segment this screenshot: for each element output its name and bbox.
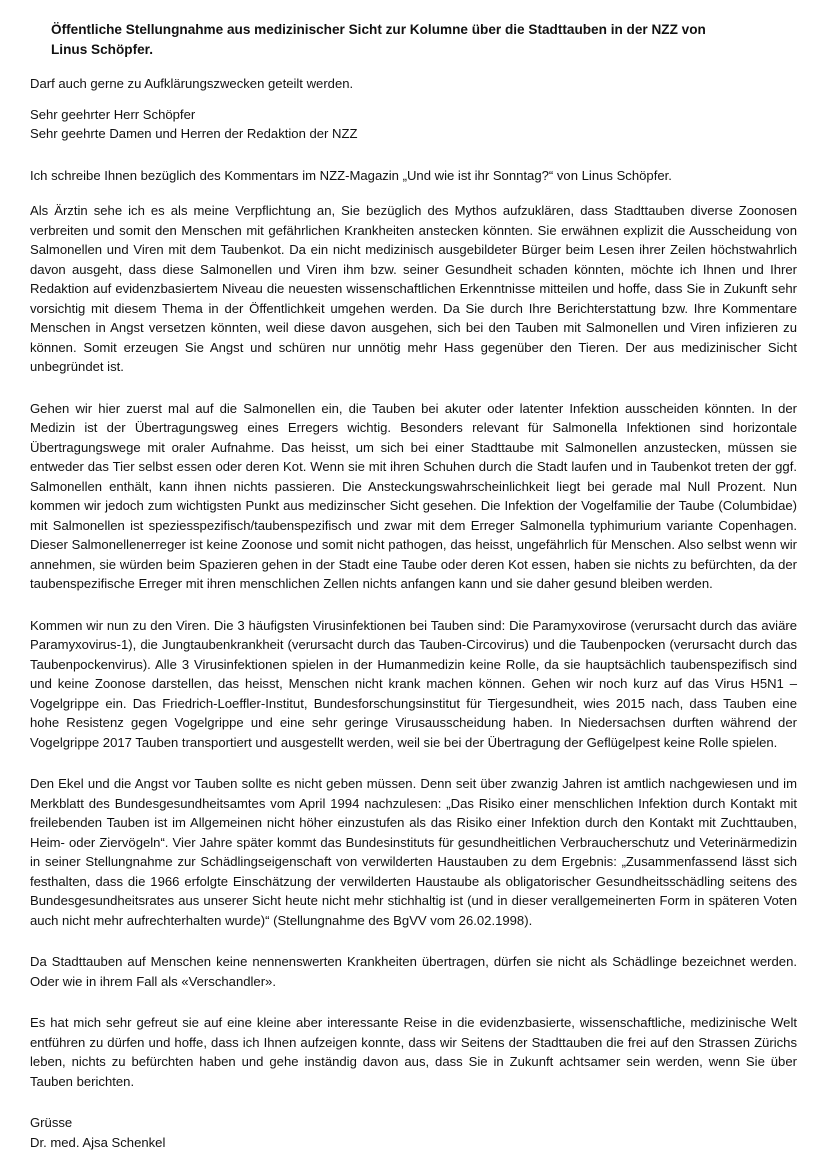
share-note: Darf auch gerne zu Aufklärungszwecken geteilt werden. xyxy=(30,76,354,91)
closing-greeting: Grüsse xyxy=(30,1115,73,1130)
paragraph-3: Kommen wir nun zu den Viren. Die 3 häufigsten Virusinfektionen bei Tauben sind: Die Paramyxovirose (verursacht durch das aviäre Paramyxovirus-1), die Jungtaubenkrankheit (verursacht durch das Tauben-Circovirus) und die Taubenpocken (verursacht durch das Taubenpockenvirus). Alle 3 Virusinfektionen spielen in der Humanmedizin keine Rolle, da sie hauptsächlich taubenspezifisch sind und keine Zoonose darstellen, das heisst, Menschen nicht krank machen können. Gehen wir noch kurz auf das Virus H5N1 – Vogelgrippe ein. Das Friedrich-Loeffler-Institut, Bundesforschungsinstitut für Tiergesundheit, wies 2015 nach, dass Tauben eine hohe Resistenz gegen Vogelgrippe und eine sehr geringe Virusausscheidung haben. In Niedersachsen durften während der Vogelgrippe 2017 Tauben transportiert und ausgestellt werden, weil sie bei der Übertragung der Geflügelpest keine Rolle spielen. xyxy=(30,617,797,750)
paragraph-1: Als Ärztin sehe ich es als meine Verpflichtung an, Sie bezüglich des Mythos aufzuklären, dass Stadttauben diverse Zoonosen verbreiten und somit den Menschen mit gefährlichen Krankheiten anstecken könnten. Sie erwähnen explizit die Ausscheidung von Salmonellen und Viren mit dem Taubenkot. Da ein nicht medizinisch ausgebildeter Bürger beim Lesen ihrer Zeilen höchstwahrlich davon ausgeht, dass diese Salmonellen und Viren ihm bzw. seiner Gesundheit schaden könnten, möchte ich Ihnen und Ihrer Redaktion auf evidenzbasiertem Niveau die neuesten wissenschaftlichen Erkenntnisse mitteilen und hoffe, dass Sie in Zukunft sehr vorsichtig mit diesem Thema in der Öffentlichkeit umgehen werden. Da Sie durch Ihre Berichterstattung bzw. Ihre Kommentare Menschen in Angst versetzen könnten, weil diese davon ausgehen, sich bei den Tauben mit Salmonellen und Viren infizieren zu können. Somit erzeugen Sie Angst und schüren nur unnötig mehr Hass gegenüber den Tieren. Der aus medizinischer Sicht unbegründet ist. xyxy=(30,203,797,374)
document-title: Öffentliche Stellungnahme aus medizinischer Sicht zur Kolumne über die Stadttauben in der NZZ von Linus Schöpfer. xyxy=(51,22,706,57)
paragraph-5: Da Stadttauben auf Menschen keine nennenswerten Krankheiten übertragen, dürfen sie nicht als Schädlinge bezeichnet werden. Oder wie in ihrem Fall als «Verschandler». xyxy=(30,954,797,989)
intro-paragraph: Ich schreibe Ihnen bezüglich des Kommentars im NZZ-Magazin „Und wie ist ihr Sonntag?“ von Linus Schöpfer. xyxy=(30,167,672,183)
paragraph-2: Gehen wir hier zuerst mal auf die Salmonellen ein, die Tauben bei akuter oder latenter Infektion ausscheiden könnten. In der Medizin ist der Übertragungsweg eines Erregers wichtig. Besonders relevant für Salmonella Infektionen sind horizontale Übertragungswege mit oraler Aufnahme. Das heisst, um sich bei einer Stadttaube mit Salmonellen anzustecken, müssen sie entweder das Tier selbst essen oder deren Kot. Wenn sie mit ihren Schuhen durch die Stadt laufen und in Taubenkot treten der ggf. Salmonellen enthält, kann ihnen nichts passieren. Die Ansteckungswahrscheinlichkeit liegt bei gerade mal Null Prozent. Nun kommen wir jedoch zum wichtigsten Punkt aus medizinscher Sicht gesehen. Die Infektion der Vogelfamilie der Taube (Columbidae) mit Salmonellen ist speziesspezifisch/taubenspezifisch und zwar mit dem Erreger Salmonella typhimurium variante Copenhagen. Dieser Salmonellenerreger ist keine Zoonose und somit nicht pathogen, das heisst, ungefährlich für Menschen. Also selbst wenn wir annehmen, sie würden beim Spazieren gehen in der Stadt eine Taube oder deren Kot essen, haben sie nichts zu befürchten, da der taubenspezifische Erreger mit ihren menschlichen Zellen nichts anfangen kann und sie daher gesund bleiben werden. xyxy=(30,400,797,591)
signature: Dr. med. Ajsa Schenkel xyxy=(30,1134,166,1150)
salutation-line-2: Sehr geehrte Damen und Herren der Redaktion der NZZ xyxy=(30,126,358,141)
salutation-line-1: Sehr geehrter Herr Schöpfer xyxy=(30,106,196,122)
paragraph-4: Den Ekel und die Angst vor Tauben sollte es nicht geben müssen. Denn seit über zwanzig Jahren ist amtlich nachgewiesen und im Merkblatt des Bundesgesundheitsamtes vom April 1994 nachzulesen: „Das Risiko einer menschlichen Infektion durch Kontakt mit freilebenden Tauben ist im Allgemeinen nicht höher einzustufen als das Risiko einer Infektion durch den Kontakt mit Zuchttauben, Heim- oder Ziervögeln“. Vier Jahre später kommt das Bundesinstituts für gesundheitlichen Verbraucherschutz und Veterinärmedizin in seiner Stellungnahme zur Schädlingseigenschaft von verwilderten Haustauben zu dem Ergebnis: „Zusammenfassend lässt sich festhalten, dass die 1966 erfolgte Einschätzung der verwilderten Haustaube als obligatorischer Gesundheitsschädling seitens des Bundesgesundheitsrates aus unserer Sicht heute nicht mehr stichhaltig ist (und in dieser verallgemeinerten Form in späteren Voten auch nicht mehr aufrechterhalten wurde)“ (Stellungnahme des BgVV vom 26.02.1998). xyxy=(30,776,797,928)
paragraph-6: Es hat mich sehr gefreut sie auf eine kleine aber interessante Reise in die evidenzbasierte, wissenschaftliche, medizinische Welt entführen zu dürfen und hoffe, dass ich Ihnen aufzeigen konnte, dass wir Seitens der Stadttauben die frei auf den Strassen Zürichs leben, nichts zu befürchten haben und gehe inständig davon aus, dass Sie in Zukunft achtsamer sein werden, wenn Sie über Tauben berichten. xyxy=(30,1015,797,1089)
